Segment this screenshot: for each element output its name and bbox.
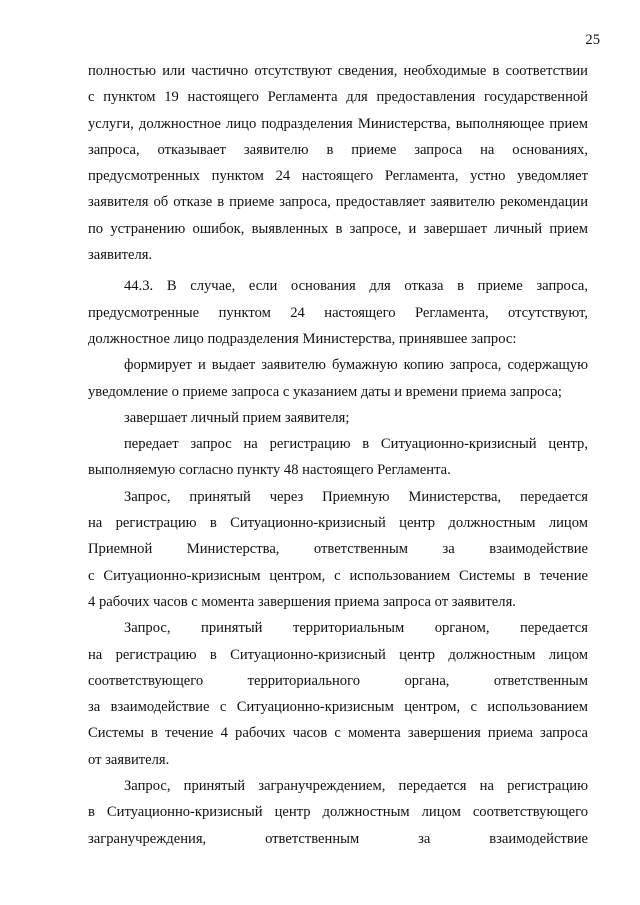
text-line: предусмотренных пунктом 24 настоящего Регламента, устно уведомляет bbox=[88, 168, 588, 185]
paragraph bbox=[88, 58, 588, 268]
text-line: полностью или частично отсутствуют сведения, необходимые в соответствии bbox=[88, 63, 588, 79]
paragraph bbox=[88, 484, 588, 615]
text-line: Запрос, принятый территориальным органом, передается bbox=[124, 620, 588, 637]
document-body bbox=[88, 58, 588, 852]
text-line: соответствующего территориального органа, ответственным bbox=[88, 672, 588, 689]
text-line: в Ситуационно-кризисный центр должностным лицом соответствующего bbox=[88, 804, 588, 821]
text-line: Приемной Министерства, ответственным за взаимодействие bbox=[88, 541, 588, 558]
text-line: на регистрацию в Ситуационно-кризисный центр должностным лицом bbox=[88, 515, 588, 532]
text-line: запроса, отказывает заявителю в приеме запроса на основаниях, bbox=[88, 141, 588, 158]
text-line: заявителя. bbox=[88, 247, 153, 264]
paragraph bbox=[88, 615, 588, 773]
text-line: от заявителя. bbox=[88, 751, 170, 768]
text-line: передает запрос на регистрацию в Ситуационно-кризисный центр, bbox=[124, 436, 588, 453]
text-line: выполняемую согласно пункту 48 настоящего Регламента. bbox=[88, 462, 451, 479]
text-line: Запрос, принятый загранучреждением, передается на регистрацию bbox=[124, 778, 588, 795]
text-line: должностное лицо подразделения Министерства, принявшее запрос: bbox=[88, 330, 517, 347]
text-line: услуги, должностное лицо подразделения Министерства, выполняющее прием bbox=[88, 115, 588, 132]
text-line: Запрос, принятый через Приемную Министерства, передается bbox=[124, 488, 588, 505]
text-line: формирует и выдает заявителю бумажную копию запроса, содержащую bbox=[124, 357, 588, 374]
text-line: заявителя об отказе в приеме запроса, предоставляет заявителю рекомендации bbox=[88, 194, 588, 211]
paragraph bbox=[88, 431, 588, 484]
text-line: на регистрацию в Ситуационно-кризисный центр должностным лицом bbox=[88, 646, 588, 663]
text-line: с Ситуационно-кризисным центром, с использованием Системы в течение bbox=[88, 567, 588, 584]
paragraph bbox=[88, 273, 588, 352]
text-line: с пунктом 19 настоящего Регламента для предоставления государственной bbox=[88, 89, 588, 106]
text-line: Системы в течение 4 рабочих часов с момента завершения приема запроса bbox=[88, 725, 588, 742]
page-number: 25 bbox=[585, 32, 600, 48]
text-line: загранучреждения, ответственным за взаимодействие bbox=[88, 830, 588, 847]
text-line: 44.3. В случае, если основания для отказа в приеме запроса, bbox=[124, 278, 588, 295]
text-line: завершает личный прием заявителя; bbox=[124, 409, 350, 426]
paragraph bbox=[88, 773, 588, 852]
text-line: уведомление о приеме запроса с указанием даты и времени приема запроса; bbox=[88, 383, 562, 400]
text-line: предусмотренные пунктом 24 настоящего Регламента, отсутствуют, bbox=[88, 304, 588, 321]
paragraph bbox=[88, 405, 588, 431]
text-line: 4 рабочих часов с момента завершения приема запроса от заявителя. bbox=[88, 593, 516, 610]
text-line: по устранению ошибок, выявленных в запросе, и завершает личный прием bbox=[88, 220, 588, 237]
text-line: за взаимодействие с Ситуационно-кризисным центром, с использованием bbox=[88, 699, 588, 716]
paragraph bbox=[88, 352, 588, 405]
